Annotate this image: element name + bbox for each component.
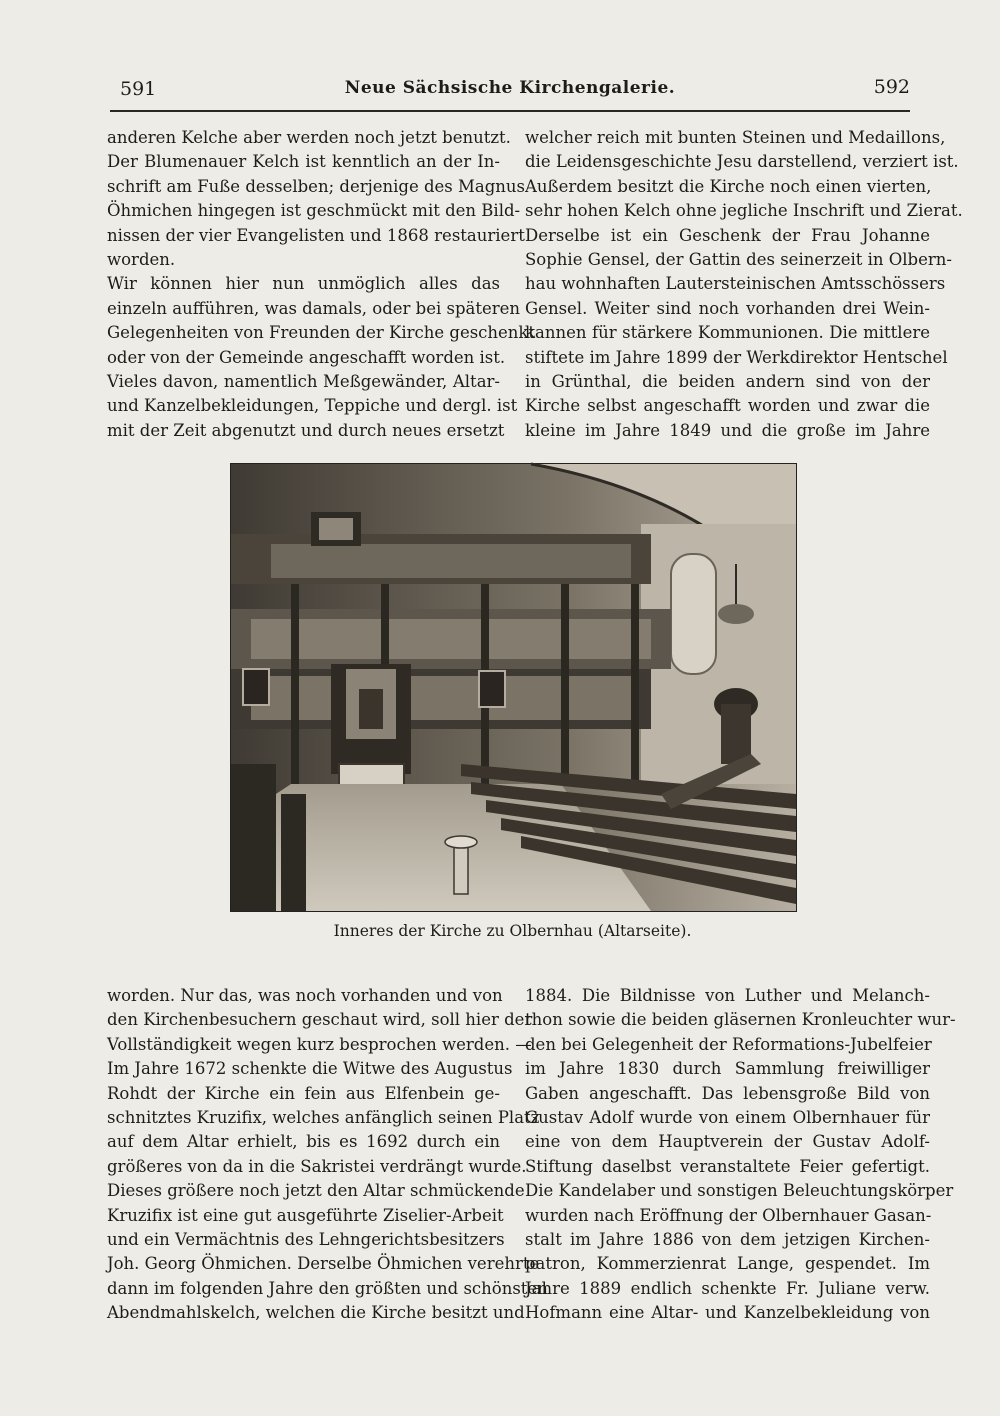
text-line: Gelegenheiten von Freunden der Kirche geschenkt	[107, 323, 536, 343]
text-line: Außerdem besitzt die Kirche noch einen vierten,	[525, 176, 932, 196]
text-line: Derselbe ist ein Geschenk der Frau Johanne	[525, 225, 930, 245]
figure-caption: Inneres der Kirche zu Olbernhau (Altarseite).	[333, 922, 692, 940]
text-line: Abendmahlskelch, welchen die Kirche besitzt und	[107, 1303, 525, 1323]
text-line: nissen der vier Evangelisten und 1868 restauriert	[107, 225, 525, 245]
text-line: Rohdt der Kirche ein fein aus Elfenbein ge-	[107, 1083, 500, 1103]
text-line: wurden nach Eröffnung der Olbernhauer Gasan-	[525, 1205, 932, 1225]
text-line: die Leidensgeschichte Jesu darstellend, verziert ist.	[525, 152, 959, 172]
text-line: sehr hohen Kelch ohne jegliche Inschrift und Zierat.	[525, 201, 963, 221]
page-header	[110, 76, 910, 110]
text-line: Dieses größere noch jetzt den Altar schmückende	[107, 1181, 525, 1201]
text-line: Stiftung daselbst veranstaltete Feier gefertigt.	[525, 1156, 930, 1176]
left-column-top	[107, 126, 536, 443]
text-line: schrift am Fuße desselben; derjenige des Magnus	[107, 176, 526, 196]
text-line: dann im folgenden Jahre den größten und schönsten	[107, 1278, 548, 1298]
text-line: Der Blumenauer Kelch ist kenntlich an der In-	[107, 152, 500, 172]
right-column-top	[525, 126, 963, 443]
running-title: Neue Sächsische Kirchengalerie.	[344, 78, 676, 98]
page-number-left: 591	[120, 78, 157, 100]
text-line: den Kirchenbesuchern geschaut wird, soll hier der	[107, 1010, 533, 1030]
text-line: worden. Nur das, was noch vorhanden und von	[107, 986, 503, 1005]
text-line: Kruzifix ist eine gut ausgeführte Ziselier-Arbeit	[107, 1205, 504, 1225]
text-line: oder von der Gemeinde angeschafft worden ist.	[107, 347, 506, 367]
text-line: hau wohnhaften Lautersteinischen Amtsschössers	[525, 274, 946, 294]
text-line: und ein Vermächtnis des Lehngerichtsbesitzers	[107, 1229, 505, 1249]
text-line: Hofmann eine Altar- und Kanzelbekleidung von	[525, 1303, 930, 1323]
text-line: Gensel. Weiter sind noch vorhanden drei Wein-	[525, 298, 930, 318]
text-line: mit der Zeit abgenutzt und durch neues ersetzt	[107, 420, 505, 440]
text-line: Joh. Georg Öhmichen. Derselbe Öhmichen verehrte	[107, 1254, 540, 1274]
page-number-right: 592	[873, 76, 910, 98]
text-line: anderen Kelche aber werden noch jetzt benutzt.	[107, 128, 511, 147]
text-line: in Grünthal, die beiden andern sind von der	[525, 371, 930, 391]
church-interior-photo	[230, 463, 797, 912]
text-line: Vollständigkeit wegen kurz besprochen werden. —	[107, 1034, 532, 1054]
text-line: Kirche selbst angeschafft worden und zwar die	[525, 396, 930, 416]
text-line: stalt im Jahre 1886 von dem jetzigen Kirchen-	[525, 1229, 930, 1249]
text-line: thon sowie die beiden gläsernen Kronleuchter wur-	[525, 1010, 956, 1030]
text-line: kleine im Jahre 1849 und die große im Jahre	[525, 420, 930, 440]
text-line: auf dem Altar erhielt, bis es 1692 durch ein	[107, 1132, 500, 1152]
text-line: Im Jahre 1672 schenkte die Witwe des Augustus	[107, 1059, 513, 1079]
text-line: Vieles davon, namentlich Meßgewänder, Altar-	[107, 371, 500, 391]
text-line: den bei Gelegenheit der Reformations-Jubelfeier	[525, 1034, 932, 1054]
header-rule	[110, 110, 910, 112]
text-line: größeres von da in die Sakristei verdrängt wurde.	[107, 1156, 527, 1176]
text-line: einzeln aufführen, was damals, oder bei späteren	[107, 298, 521, 318]
text-line: 1884. Die Bildnisse von Luther und Melanch-	[525, 986, 930, 1005]
text-line: Jahre 1889 endlich schenkte Fr. Juliane verw.	[525, 1278, 930, 1298]
text-line: und Kanzelbekleidungen, Teppiche und dergl. ist	[107, 396, 518, 416]
text-line: Wir können hier nun unmöglich alles das	[107, 274, 500, 294]
text-line: eine von dem Hauptverein der Gustav Adolf-	[525, 1132, 930, 1152]
text-line: welcher reich mit bunten Steinen und Medaillons,	[525, 128, 946, 147]
text-line: im Jahre 1830 durch Sammlung freiwilliger	[525, 1059, 930, 1079]
text-line: Gustav Adolf wurde von einem Olbernhauer für	[525, 1107, 930, 1127]
text-line: Öhmichen hingegen ist geschmückt mit den Bild-	[107, 201, 521, 221]
text-line: Gaben angeschafft. Das lebensgroße Bild von	[525, 1083, 930, 1103]
text-line: Sophie Gensel, der Gattin des seinerzeit in Olbern-	[525, 249, 952, 269]
text-line: kannen für stärkere Kommunionen. Die mittlere	[525, 323, 930, 343]
text-line: Die Kandelaber und sonstigen Beleuchtungskörper	[525, 1181, 954, 1201]
text-line: patron, Kommerzienrat Lange, gespendet. Im	[525, 1254, 930, 1274]
text-line: schnitztes Kruzifix, welches anfänglich seinen Platz	[107, 1107, 540, 1127]
text-line: stiftete im Jahre 1899 der Werkdirektor Hentschel	[525, 347, 948, 367]
right-column-bottom	[525, 984, 956, 1325]
left-column-bottom	[107, 984, 548, 1325]
text-line: worden.	[107, 249, 176, 269]
